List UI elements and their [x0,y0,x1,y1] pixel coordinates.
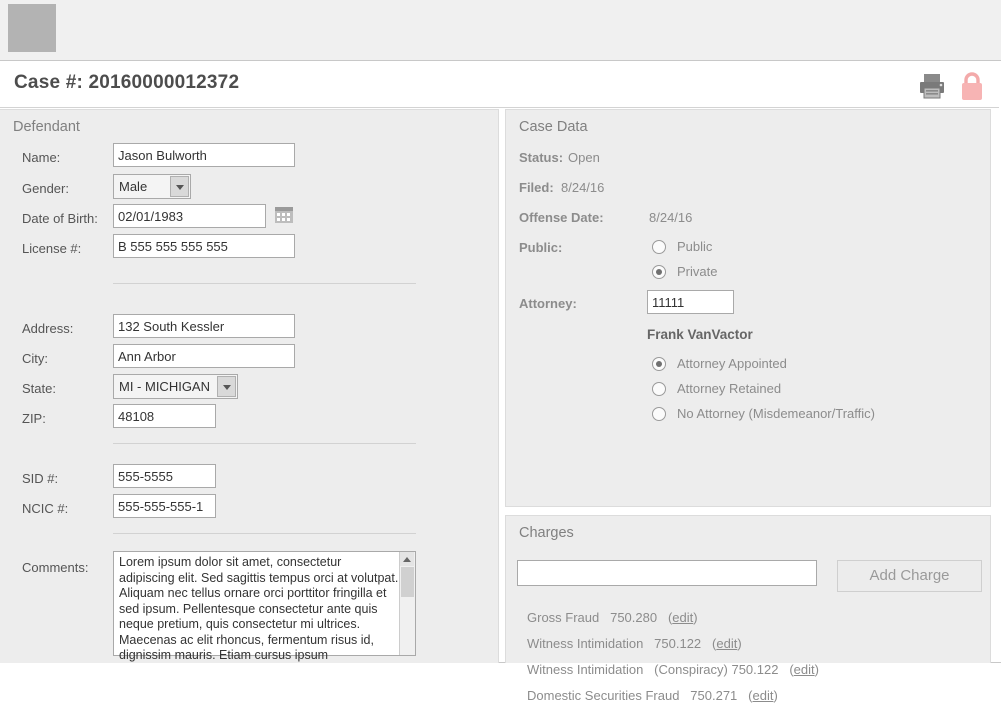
radio-no-attorney[interactable] [652,407,666,421]
radio-attorney-appointed[interactable] [652,357,666,371]
address-input[interactable] [113,314,295,338]
charge-code: 750.122 [654,636,702,651]
state-select-value: MI - MICHIGAN [119,379,210,394]
attorney-name: Frank VanVactor [647,327,753,342]
page-title: Case #: 20160000012372 [14,72,240,93]
gender-select-value: Male [119,179,148,194]
header-icon-group [917,70,985,102]
case-data-panel-title: Case Data [519,119,588,135]
charge-row: Witness Intimidation 750.122 (edit) [527,636,742,651]
chevron-down-icon[interactable] [170,176,189,197]
state-label: State: [22,381,56,396]
app-logo [8,4,56,52]
state-select[interactable] [113,374,238,399]
radio-public-label: Public [677,239,713,254]
radio-private[interactable] [652,265,666,279]
charges-panel-title: Charges [519,525,574,541]
gender-select[interactable] [113,174,191,199]
address-label: Address: [22,321,74,336]
radio-private-label: Private [677,264,718,279]
charge-name: Domestic Securities Fraud [527,688,680,703]
radio-attorney-retained[interactable] [652,382,666,396]
name-input[interactable] [113,143,295,167]
ncic-label: NCIC #: [22,501,69,516]
charges-panel [505,515,991,703]
scroll-thumb[interactable] [401,567,414,597]
charge-edit-link[interactable]: edit [793,662,815,677]
filed-label: Filed: [519,180,554,195]
dob-label: Date of Birth: [22,211,98,226]
charge-row: Domestic Securities Fraud 750.271 (edit) [527,688,778,703]
dob-input[interactable] [113,204,266,228]
divider-1 [113,283,416,284]
license-input[interactable] [113,234,295,258]
city-label: City: [22,351,48,366]
charge-search-input[interactable] [517,560,817,586]
divider-3 [113,533,416,534]
radio-public[interactable] [652,240,666,254]
charge-code: 750.271 [690,688,738,703]
radio-no-attorney-label: No Attorney (Misdemeanor/Traffic) [677,406,875,421]
charge-name: Gross Fraud [527,610,600,625]
status-value: Open [568,150,600,165]
calendar-icon[interactable] [274,204,294,224]
public-label: Public: [519,240,563,255]
gender-label: Gender: [22,181,69,196]
ncic-input[interactable] [113,494,216,518]
comments-scrollbar[interactable] [399,552,415,655]
divider-2 [113,443,416,444]
add-charge-button[interactable]: Add Charge [837,560,982,592]
radio-attorney-retained-label: Attorney Retained [677,381,782,396]
comments-textarea[interactable] [113,551,416,662]
charge-row: Gross Fraud 750.280 (edit) [527,610,698,625]
zip-input[interactable] [113,404,216,428]
offense-date-value: 8/24/16 [649,210,693,225]
status-label: Status: [519,150,564,165]
defendant-panel [0,109,499,663]
case-data-panel [505,109,991,507]
case-frame [0,60,1001,703]
charge-code: (Conspiracy) 750.122 [654,662,779,677]
offense-date-label: Offense Date: [519,210,604,225]
city-input[interactable] [113,344,295,368]
attorney-label: Attorney: [519,296,577,311]
case-header [0,61,999,108]
charge-row: Witness Intimidation (Conspiracy) 750.122 (edit) [527,662,819,677]
defendant-panel-title: Defendant [13,119,80,135]
comments-text: Lorem ipsum dolor sit amet, consectetur adipiscing elit. Sed sagittis tempus orci at volutpat. Aliquam nec tellus ornare orci porttitor fringilla et sed ipsum. Pellentesque consectetur ante quis neque pretium, quis consectetur mi ultrices. Maecenas ac elit rhoncus, fermentum risus id, dignissim mauris. Etiam cursus ipsum [119,555,399,662]
comments-label: Comments: [22,560,89,575]
charge-name: Witness Intimidation [527,636,644,651]
scroll-up-icon[interactable] [400,552,414,566]
attorney-number-input[interactable] [647,290,734,314]
name-label: Name: [22,150,61,165]
zip-label: ZIP: [22,411,46,426]
charge-name: Witness Intimidation [527,662,644,677]
charge-edit-link[interactable]: edit [672,610,694,625]
filed-value: 8/24/16 [561,180,605,195]
chevron-down-icon[interactable] [217,376,236,397]
radio-attorney-appointed-label: Attorney Appointed [677,356,787,371]
charge-code: 750.280 [610,610,658,625]
license-label: License #: [22,241,82,256]
printer-icon[interactable] [917,71,947,101]
charge-edit-link[interactable]: edit [752,688,774,703]
sid-input[interactable] [113,464,216,488]
sid-label: SID #: [22,471,59,486]
charge-edit-link[interactable]: edit [716,636,738,651]
top-bar [0,0,1001,60]
lock-icon[interactable] [959,70,985,102]
